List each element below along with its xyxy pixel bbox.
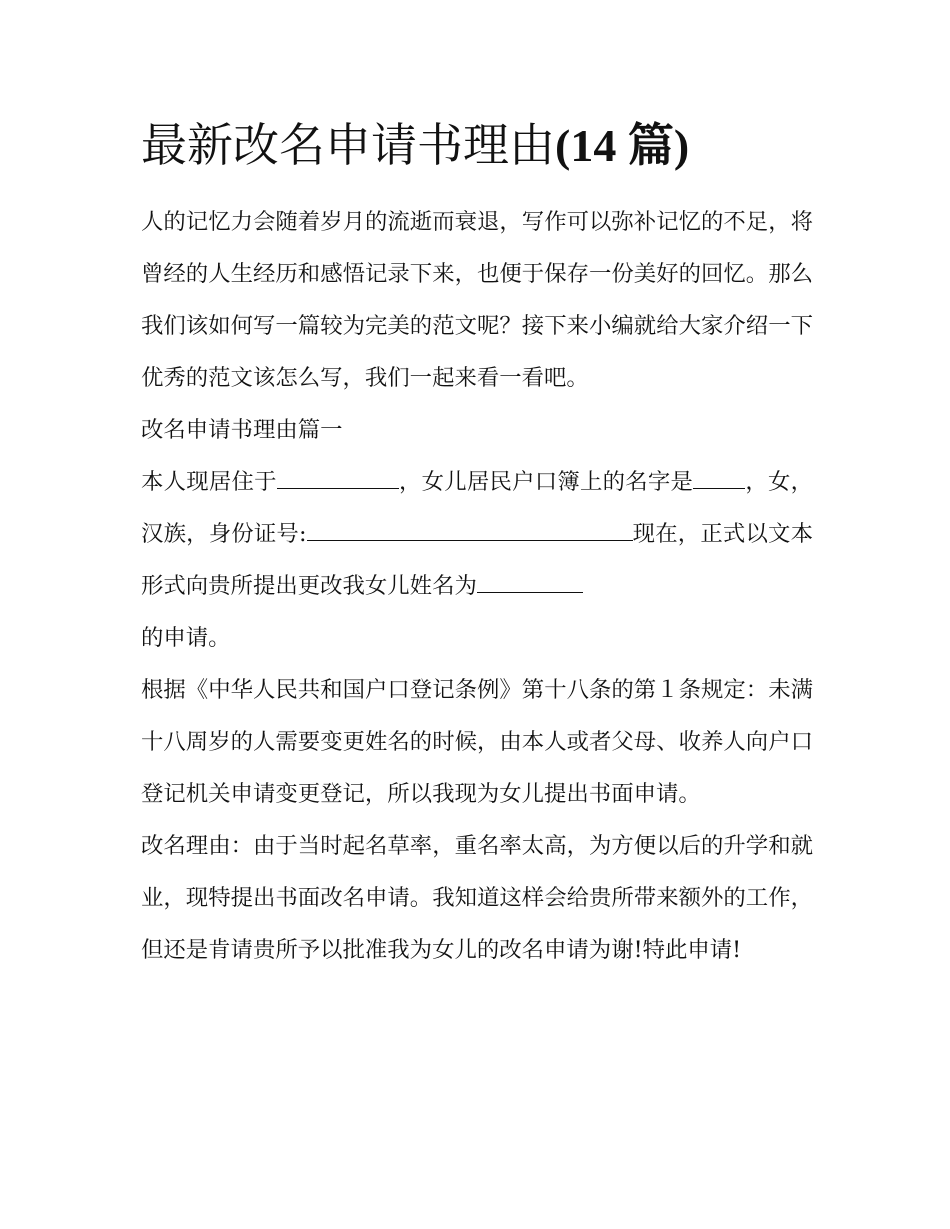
- document-title: [141, 112, 821, 179]
- reason-paragraph: 改名理由：由于当时起名草率，重名率太高，为方便以后的升学和就业，现特提出书面改名申请。我知道这样会给贵所带来额外的工作，但还是肯请贵所予以批准我为女儿的改名申请为谢!特此申请!: [141, 833, 813, 963]
- request-end-text: 的申请。: [141, 625, 231, 651]
- current-name-blank: [693, 468, 745, 489]
- id-text: ，女，汉族，身份证号:: [141, 469, 814, 547]
- new-name-blank: [477, 572, 583, 593]
- id-number-blank: [307, 520, 633, 541]
- name-text: ，女儿居民户口簿上的名字是: [398, 469, 694, 495]
- residence-blank: [277, 468, 399, 489]
- document-body: [141, 196, 813, 976]
- title-count: (14 篇): [555, 120, 690, 171]
- regulation-paragraph: 根据《中华人民共和国户口登记条例》第十八条的第１条规定：未满十八周岁的人需要变更姓名的时候，由本人或者父母、收养人向户口登记机关申请变更登记，所以我现为女儿提出书面申请。: [141, 677, 813, 807]
- request-text: 现在，正式以文本形式向贵所提出更改我女儿姓名为: [141, 521, 814, 599]
- section-heading: 改名申请书理由篇一: [141, 417, 343, 443]
- intro-paragraph: 人的记忆力会随着岁月的流逝而衰退，写作可以弥补记忆的不足，将曾经的人生经历和感悟记录下来，也便于保存一份美好的回忆。那么我们该如何写一篇较为完美的范文呢？接下来小编就给大家介绍一下优秀的范文该怎么写，我们一起来看一看吧。: [141, 209, 813, 391]
- application-paragraph: [141, 456, 813, 664]
- residence-text: 本人现居住于: [141, 469, 277, 495]
- title-text: 最新改名申请书理由: [141, 118, 555, 172]
